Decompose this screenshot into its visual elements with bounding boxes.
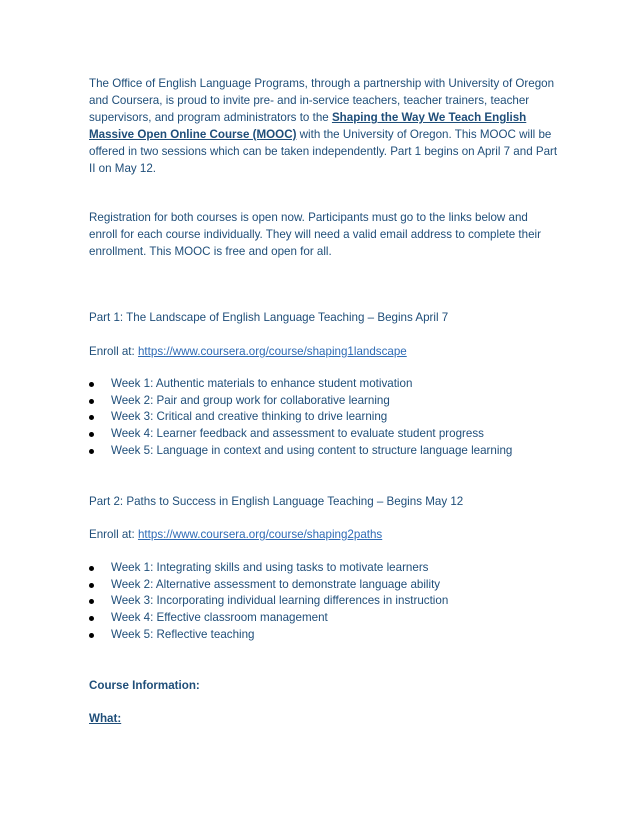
list-item (89, 426, 569, 443)
list-item (89, 593, 569, 610)
week-text: Week 1: Integrating skills and using tasks to motivate learners (111, 561, 429, 574)
week-text: Week 5: Reflective teaching (111, 627, 255, 641)
list-item (89, 610, 569, 627)
part2-weeks-list (89, 560, 569, 644)
list-item (89, 560, 569, 577)
bullet-icon (89, 616, 94, 621)
registration-text: Registration for both courses is open now. Participants must go to the links below and enroll for each course individually. They will need a valid email address to complete their enrollment. This MOOC is free and open for all. (89, 211, 541, 258)
part2-title: Part 2: Paths to Success in English Language Teaching – Begins May 12 (89, 495, 464, 508)
intro-paragraph (89, 75, 559, 177)
bullet-icon (89, 599, 94, 604)
part1-enroll-label: Enroll at: (89, 345, 138, 358)
bullet-icon (89, 449, 94, 454)
intro-text-before: The Office of English Language Programs, through a partnership with University of Oregon and Coursera, is proud to invite pre- and in-service teachers, teacher trainers, teacher supervisors, and program administrators to the (89, 77, 555, 124)
part2-enroll-link[interactable]: https://www.coursera.org/course/shaping2paths (137, 528, 383, 541)
part1-enroll-link[interactable]: https://www.coursera.org/course/shaping1landscape (137, 345, 407, 358)
bullet-icon (89, 566, 94, 571)
part1-enroll-line (89, 343, 569, 360)
list-item (89, 577, 569, 594)
course-info-heading: Course Information: (89, 679, 200, 692)
bullet-icon (89, 633, 94, 638)
bullet-icon (89, 399, 94, 404)
part2-enroll-label: Enroll at: (89, 528, 138, 541)
week-text: Week 2: Alternative assessment to demonstrate language ability (111, 577, 441, 591)
registration-paragraph (89, 209, 559, 260)
week-text: Week 4: Learner feedback and assessment to evaluate student progress (111, 427, 484, 441)
bullet-icon (89, 415, 94, 420)
intro-text-after: with the University of Oregon. This MOOC will be offered in two sessions which can be taken independently. Part 1 begins on April 7 and Part II on May 12. (89, 128, 558, 175)
list-item (89, 443, 569, 460)
bullet-icon (89, 432, 94, 437)
bullet-icon (89, 382, 94, 387)
list-item (89, 393, 569, 410)
week-text: Week 4: Effective classroom management (111, 611, 328, 625)
week-text: Week 1: Authentic materials to enhance student motivation (111, 377, 413, 390)
list-item (89, 409, 569, 426)
what-label: What: (89, 712, 122, 725)
part2-enroll-line (89, 526, 569, 543)
week-text: Week 2: Pair and group work for collaborative learning (111, 393, 390, 407)
list-item (89, 627, 569, 644)
mooc-course-link[interactable]: Shaping the Way We Teach English Massive Open Online Course (MOOC) (89, 111, 527, 141)
bullet-icon (89, 583, 94, 588)
week-text: Week 5: Language in context and using content to structure language learning (111, 443, 513, 457)
week-text: Week 3: Incorporating individual learning differences in instruction (111, 594, 449, 608)
part1-weeks-list (89, 376, 569, 460)
week-text: Week 3: Critical and creative thinking to drive learning (111, 410, 388, 424)
part1-title: Part 1: The Landscape of English Language Teaching – Begins April 7 (89, 311, 449, 324)
list-item (89, 376, 569, 393)
